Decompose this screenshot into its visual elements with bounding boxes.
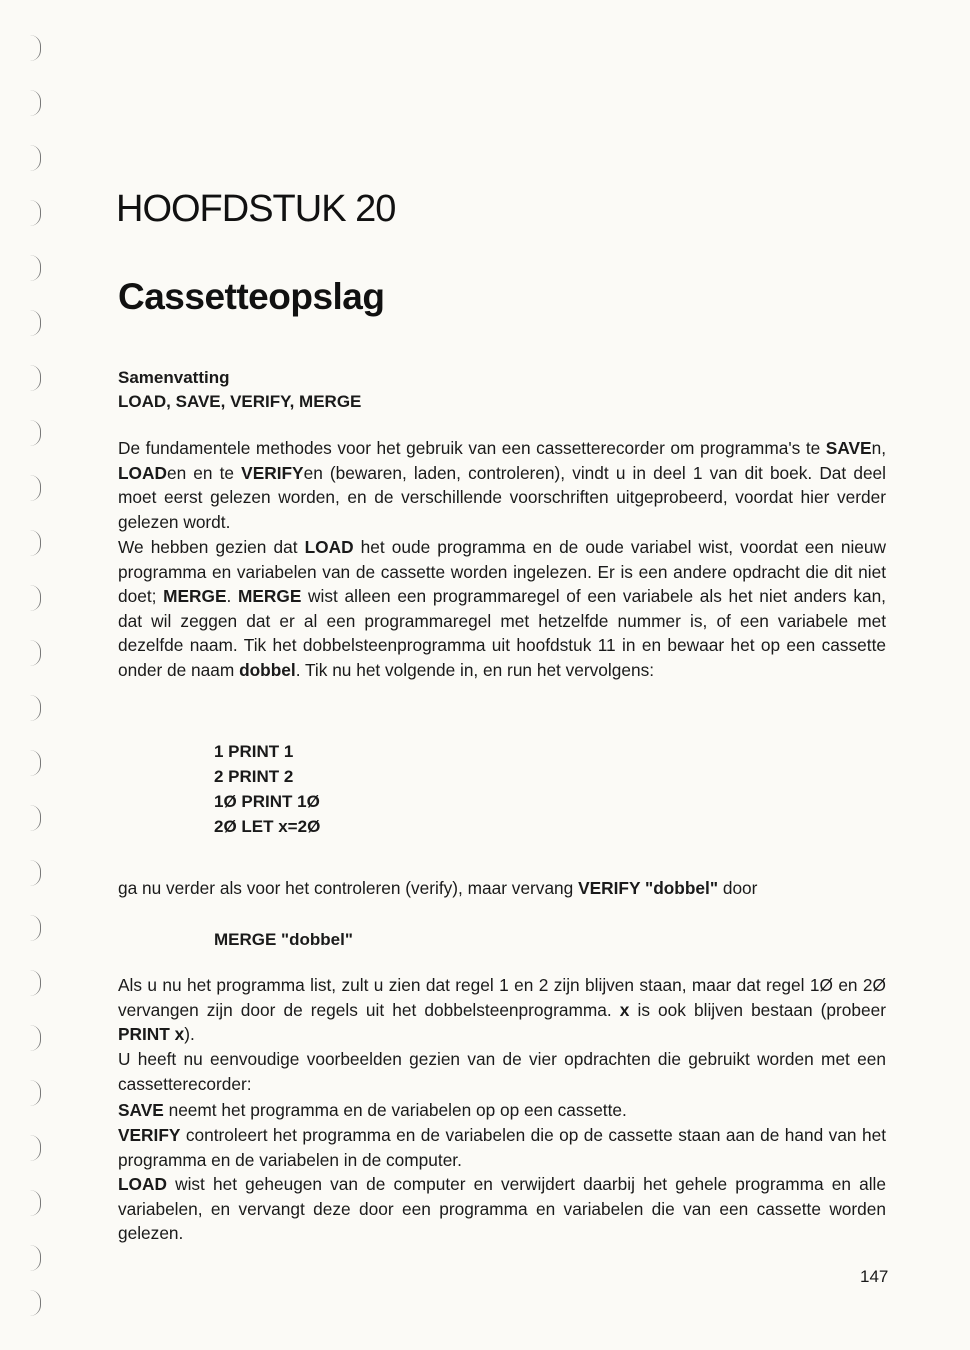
paragraph-intro: De fundamentele methodes voor het gebruik van een cassetterecorder om programma's te SAVEn, LOADen en te VERIFYen (bewaren, laden, controleren), vindt u in deel 1 van dit boek. Dat deel moet eerst gelezen worden, en de verschillende voorschriften uitgeprobeerd, voordat hier verder gelezen wordt.	[118, 438, 887, 532]
summary-keywords: LOAD, SAVE, VERIFY, MERGE	[118, 392, 362, 411]
paragraph-verify: ga nu verder als voor het controleren (verify), maar vervang VERIFY "dobbel" door	[118, 878, 758, 898]
paragraph-save: SAVE neemt het programma en de variabelen op op een cassette.	[118, 1100, 627, 1120]
binding-holes	[30, 20, 44, 1330]
code-line: 2Ø LET x=2Ø	[214, 817, 321, 836]
chapter-heading: HOOFDSTUK 20	[116, 188, 396, 230]
paragraph-verify-desc: VERIFY controleert het programma en de variabelen die op de cassette staan aan de hand van het programma en de variabelen in de computer.	[118, 1125, 886, 1170]
chapter-title: Cassetteopslag	[118, 276, 385, 317]
summary-block	[118, 366, 361, 414]
paragraph-summary: U heeft nu eenvoudige voorbeelden gezien van de vier opdrachten die gebruikt worden met een cassetterecorder:	[118, 1049, 886, 1094]
code-listing	[214, 739, 320, 839]
paragraph-merge: We hebben gezien dat LOAD het oude programma en de oude variabel wist, voordat een nieuw programma en variabelen van de cassette worden ingelezen. Er is een andere opdracht die dit niet doet; MERGE. MERGE wist alleen een programmaregel of een variabele als het niet anders kan, dat wil zeggen dat er al een programmaregel met hetzelfde nummer is, of een variabele met dezelfde naam. Tik het dobbelsteenprogramma uit hoofdstuk 11 in en bewaar het op een cassette onder de naam dobbel. Tik nu het volgende in, en run het vervolgens:	[118, 537, 886, 680]
code-line: 2 PRINT 2	[214, 767, 294, 786]
paragraph-list: Als u nu het programma list, zult u zien dat regel 1 en 2 zijn blijven staan, maar dat regel 1Ø en 2Ø vervangen zijn door de regels uit het dobbelsteenprogramma. x is ook blijven bestaan (probeer PRINT x).	[118, 975, 886, 1044]
code-line: 1Ø PRINT 1Ø	[214, 792, 320, 811]
code-line: 1 PRINT 1	[214, 742, 294, 761]
summary-heading: Samenvatting	[118, 368, 230, 387]
paragraph-load-desc: LOAD wist het geheugen van de computer en verwijdert daarbij het gehele programma en alle variabelen, en vervangt deze door een programma en variabelen die van een cassette worden gelezen.	[118, 1174, 886, 1243]
merge-command: MERGE "dobbel"	[214, 930, 353, 949]
page-number: 147	[860, 1267, 889, 1286]
